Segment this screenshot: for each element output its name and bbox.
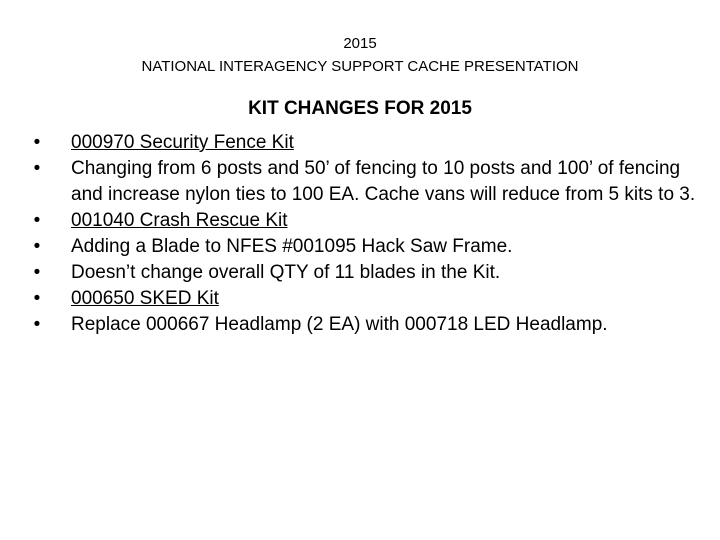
list-item [30, 208, 700, 234]
list-item [30, 312, 700, 338]
bullet-icon: • [33, 236, 41, 257]
header-year: 2015 [343, 35, 377, 52]
section-heading: KIT CHANGES FOR 2015 [248, 98, 472, 119]
kit-name: 000650 SKED Kit [71, 288, 219, 309]
list-item [30, 130, 700, 156]
slide-header [0, 32, 720, 78]
bullet-icon: • [33, 158, 41, 179]
item-description: Doesn’t change overall QTY of 11 blades in the Kit. [71, 262, 501, 283]
item-description: Adding a Blade to NFES #001095 Hack Saw Frame. [71, 236, 513, 257]
list-item [30, 286, 700, 312]
bullet-icon: • [33, 210, 41, 231]
bullet-icon: • [33, 288, 41, 309]
bullet-list [30, 130, 700, 338]
bullet-icon: • [33, 314, 41, 335]
header-title: NATIONAL INTERAGENCY SUPPORT CACHE PRESENTATION [141, 58, 579, 75]
list-item [30, 234, 700, 260]
list-item [30, 156, 700, 208]
list-item [30, 260, 700, 286]
bullet-icon: • [33, 132, 41, 153]
kit-name: 001040 Crash Rescue Kit [71, 210, 288, 231]
kit-name: 000970 Security Fence Kit [71, 132, 294, 153]
item-description: Replace 000667 Headlamp (2 EA) with 000718 LED Headlamp. [71, 314, 608, 335]
item-description: Changing from 6 posts and 50’ of fencing to 10 posts and 100’ of fencing and increase nylon ties to 100 EA. Cache vans will reduce from 5 kits to 3. [71, 158, 696, 205]
bullet-icon: • [33, 262, 41, 283]
